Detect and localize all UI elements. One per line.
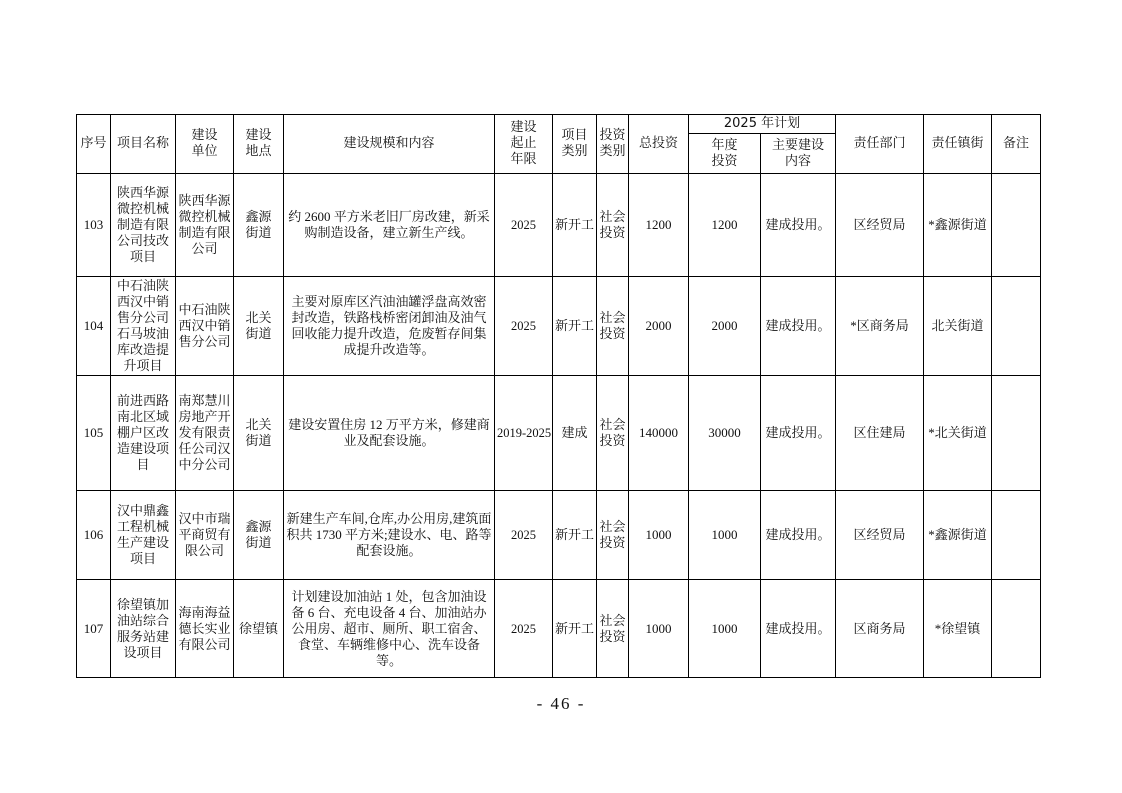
cell-note (992, 580, 1041, 678)
cell-department: 区住建局 (836, 376, 924, 491)
cell-project-name: 汉中鼎鑫工程机械生产建设项目 (111, 491, 176, 580)
cell-main-content: 建成投用。 (761, 174, 836, 277)
cell-project-name: 前进西路南北区域棚户区改造建设项目 (111, 376, 176, 491)
cell-index: 103 (77, 174, 111, 277)
header-project-name: 项目名称 (111, 115, 176, 174)
cell-builder: 汉中市瑞平商贸有限公司 (176, 491, 234, 580)
cell-location-label: 北关街道 (245, 417, 272, 448)
header-period (495, 115, 553, 174)
cell-annual-investment: 1200 (689, 174, 761, 277)
cell-location-label: 鑫源街道 (245, 209, 272, 240)
cell-builder: 海南海益德长实业有限公司 (176, 580, 234, 678)
header-row (77, 115, 1041, 134)
cell-main-content: 建成投用。 (761, 376, 836, 491)
cell-town: *鑫源街道 (924, 491, 992, 580)
cell-project-name: 徐望镇加油站综合服务站建设项目 (111, 580, 176, 678)
cell-note (992, 376, 1041, 491)
cell-period: 2025 (495, 491, 553, 580)
page-number: - 46 - (536, 694, 586, 713)
cell-investment-type: 社会投资 (597, 174, 629, 277)
cell-location-label: 北关街道 (245, 310, 272, 341)
table-row (77, 277, 1041, 376)
cell-location (234, 174, 284, 277)
header-builder (176, 115, 234, 174)
cell-builder: 中石油陕西汉中销售分公司 (176, 277, 234, 376)
header-note: 备注 (992, 115, 1041, 174)
cell-department: 区经贸局 (836, 174, 924, 277)
header-location (234, 115, 284, 174)
cell-category: 新开工 (553, 491, 597, 580)
cell-town: 北关街道 (924, 277, 992, 376)
cell-index: 107 (77, 580, 111, 678)
cell-investment-type: 社会投资 (597, 376, 629, 491)
cell-total-investment: 1000 (629, 580, 689, 678)
cell-builder: 南郑慧川房地产开发有限责任公司汉中分公司 (176, 376, 234, 491)
cell-town: *徐望镇 (924, 580, 992, 678)
cell-department: 区经贸局 (836, 491, 924, 580)
header-scope: 建设规模和内容 (284, 115, 495, 174)
cell-investment-type: 社会投资 (597, 580, 629, 678)
header-location-label: 建设地点 (245, 128, 272, 159)
header-annual-investment (689, 134, 761, 174)
project-table (76, 114, 1041, 678)
cell-category: 新开工 (553, 174, 597, 277)
cell-index: 105 (77, 376, 111, 491)
header-period-label: 建设起止年限 (510, 120, 537, 167)
cell-total-investment: 1200 (629, 174, 689, 277)
cell-location: 徐望镇 (234, 580, 284, 678)
cell-index: 104 (77, 277, 111, 376)
cell-scope: 建设安置住房 12 万平方米，修建商业及配套设施。 (284, 376, 495, 491)
header-main-content (761, 134, 836, 174)
cell-main-content: 建成投用。 (761, 277, 836, 376)
cell-period: 2025 (495, 580, 553, 678)
header-town: 责任镇街 (924, 115, 992, 174)
header-annual-investment-label: 年度投资 (711, 137, 738, 169)
table-row (77, 174, 1041, 277)
cell-note (992, 491, 1041, 580)
cell-scope: 约 2600 平方米老旧厂房改建，新采购制造设备，建立新生产线。 (284, 174, 495, 277)
header-main-content-label: 主要建设内容 (771, 137, 824, 169)
cell-department: *区商务局 (836, 277, 924, 376)
table-row (77, 491, 1041, 580)
cell-scope: 计划建设加油站 1 处，包含加油设备 6 台、充电设备 4 台、加油站办公用房、超市、厕所、职工宿舍、食堂、车辆维修中心、洗车设备等。 (284, 580, 495, 678)
cell-scope: 新建生产车间,仓库,办公用房,建筑面积共 1730 平方米;建设水、电、路等配套设施。 (284, 491, 495, 580)
cell-town: *北关街道 (924, 376, 992, 491)
header-plan-2025: 2025 年计划 (689, 115, 836, 134)
header-investment-type (597, 115, 629, 174)
cell-index: 106 (77, 491, 111, 580)
header-investment-type-label: 投资类别 (599, 128, 626, 159)
cell-town: *鑫源街道 (924, 174, 992, 277)
cell-note (992, 277, 1041, 376)
cell-period: 2025 (495, 277, 553, 376)
table-row (77, 376, 1041, 491)
header-category-label: 项目类别 (561, 128, 588, 159)
cell-category: 新开工 (553, 277, 597, 376)
cell-note (992, 174, 1041, 277)
cell-location (234, 277, 284, 376)
cell-total-investment: 2000 (629, 277, 689, 376)
cell-category: 建成 (553, 376, 597, 491)
cell-project-name: 陕西华源微控机械制造有限公司技改项目 (111, 174, 176, 277)
cell-investment-type: 社会投资 (597, 277, 629, 376)
cell-period: 2019-2025 (495, 376, 553, 491)
cell-scope: 主要对原库区汽油油罐浮盘高效密封改造，铁路栈桥密闭卸油及油气回收能力提升改造，危废暂存间集成提升改造等。 (284, 277, 495, 376)
header-department: 责任部门 (836, 115, 924, 174)
cell-location (234, 491, 284, 580)
cell-location-label: 鑫源街道 (245, 519, 272, 550)
cell-annual-investment: 2000 (689, 277, 761, 376)
cell-category: 新开工 (553, 580, 597, 678)
cell-main-content: 建成投用。 (761, 580, 836, 678)
cell-period: 2025 (495, 174, 553, 277)
table-row (77, 580, 1041, 678)
cell-location (234, 376, 284, 491)
cell-main-content: 建成投用。 (761, 491, 836, 580)
cell-total-investment: 1000 (629, 491, 689, 580)
header-category (553, 115, 597, 174)
cell-annual-investment: 30000 (689, 376, 761, 491)
cell-annual-investment: 1000 (689, 491, 761, 580)
cell-annual-investment: 1000 (689, 580, 761, 678)
cell-builder: 陕西华源微控机械制造有限公司 (176, 174, 234, 277)
cell-department: 区商务局 (836, 580, 924, 678)
header-builder-label: 建设单位 (191, 128, 218, 159)
cell-project-name: 中石油陕西汉中销售分公司石马坡油库改造提升项目 (111, 277, 176, 376)
cell-investment-type: 社会投资 (597, 491, 629, 580)
header-total-investment: 总投资 (629, 115, 689, 174)
cell-total-investment: 140000 (629, 376, 689, 491)
header-index: 序号 (77, 115, 111, 174)
